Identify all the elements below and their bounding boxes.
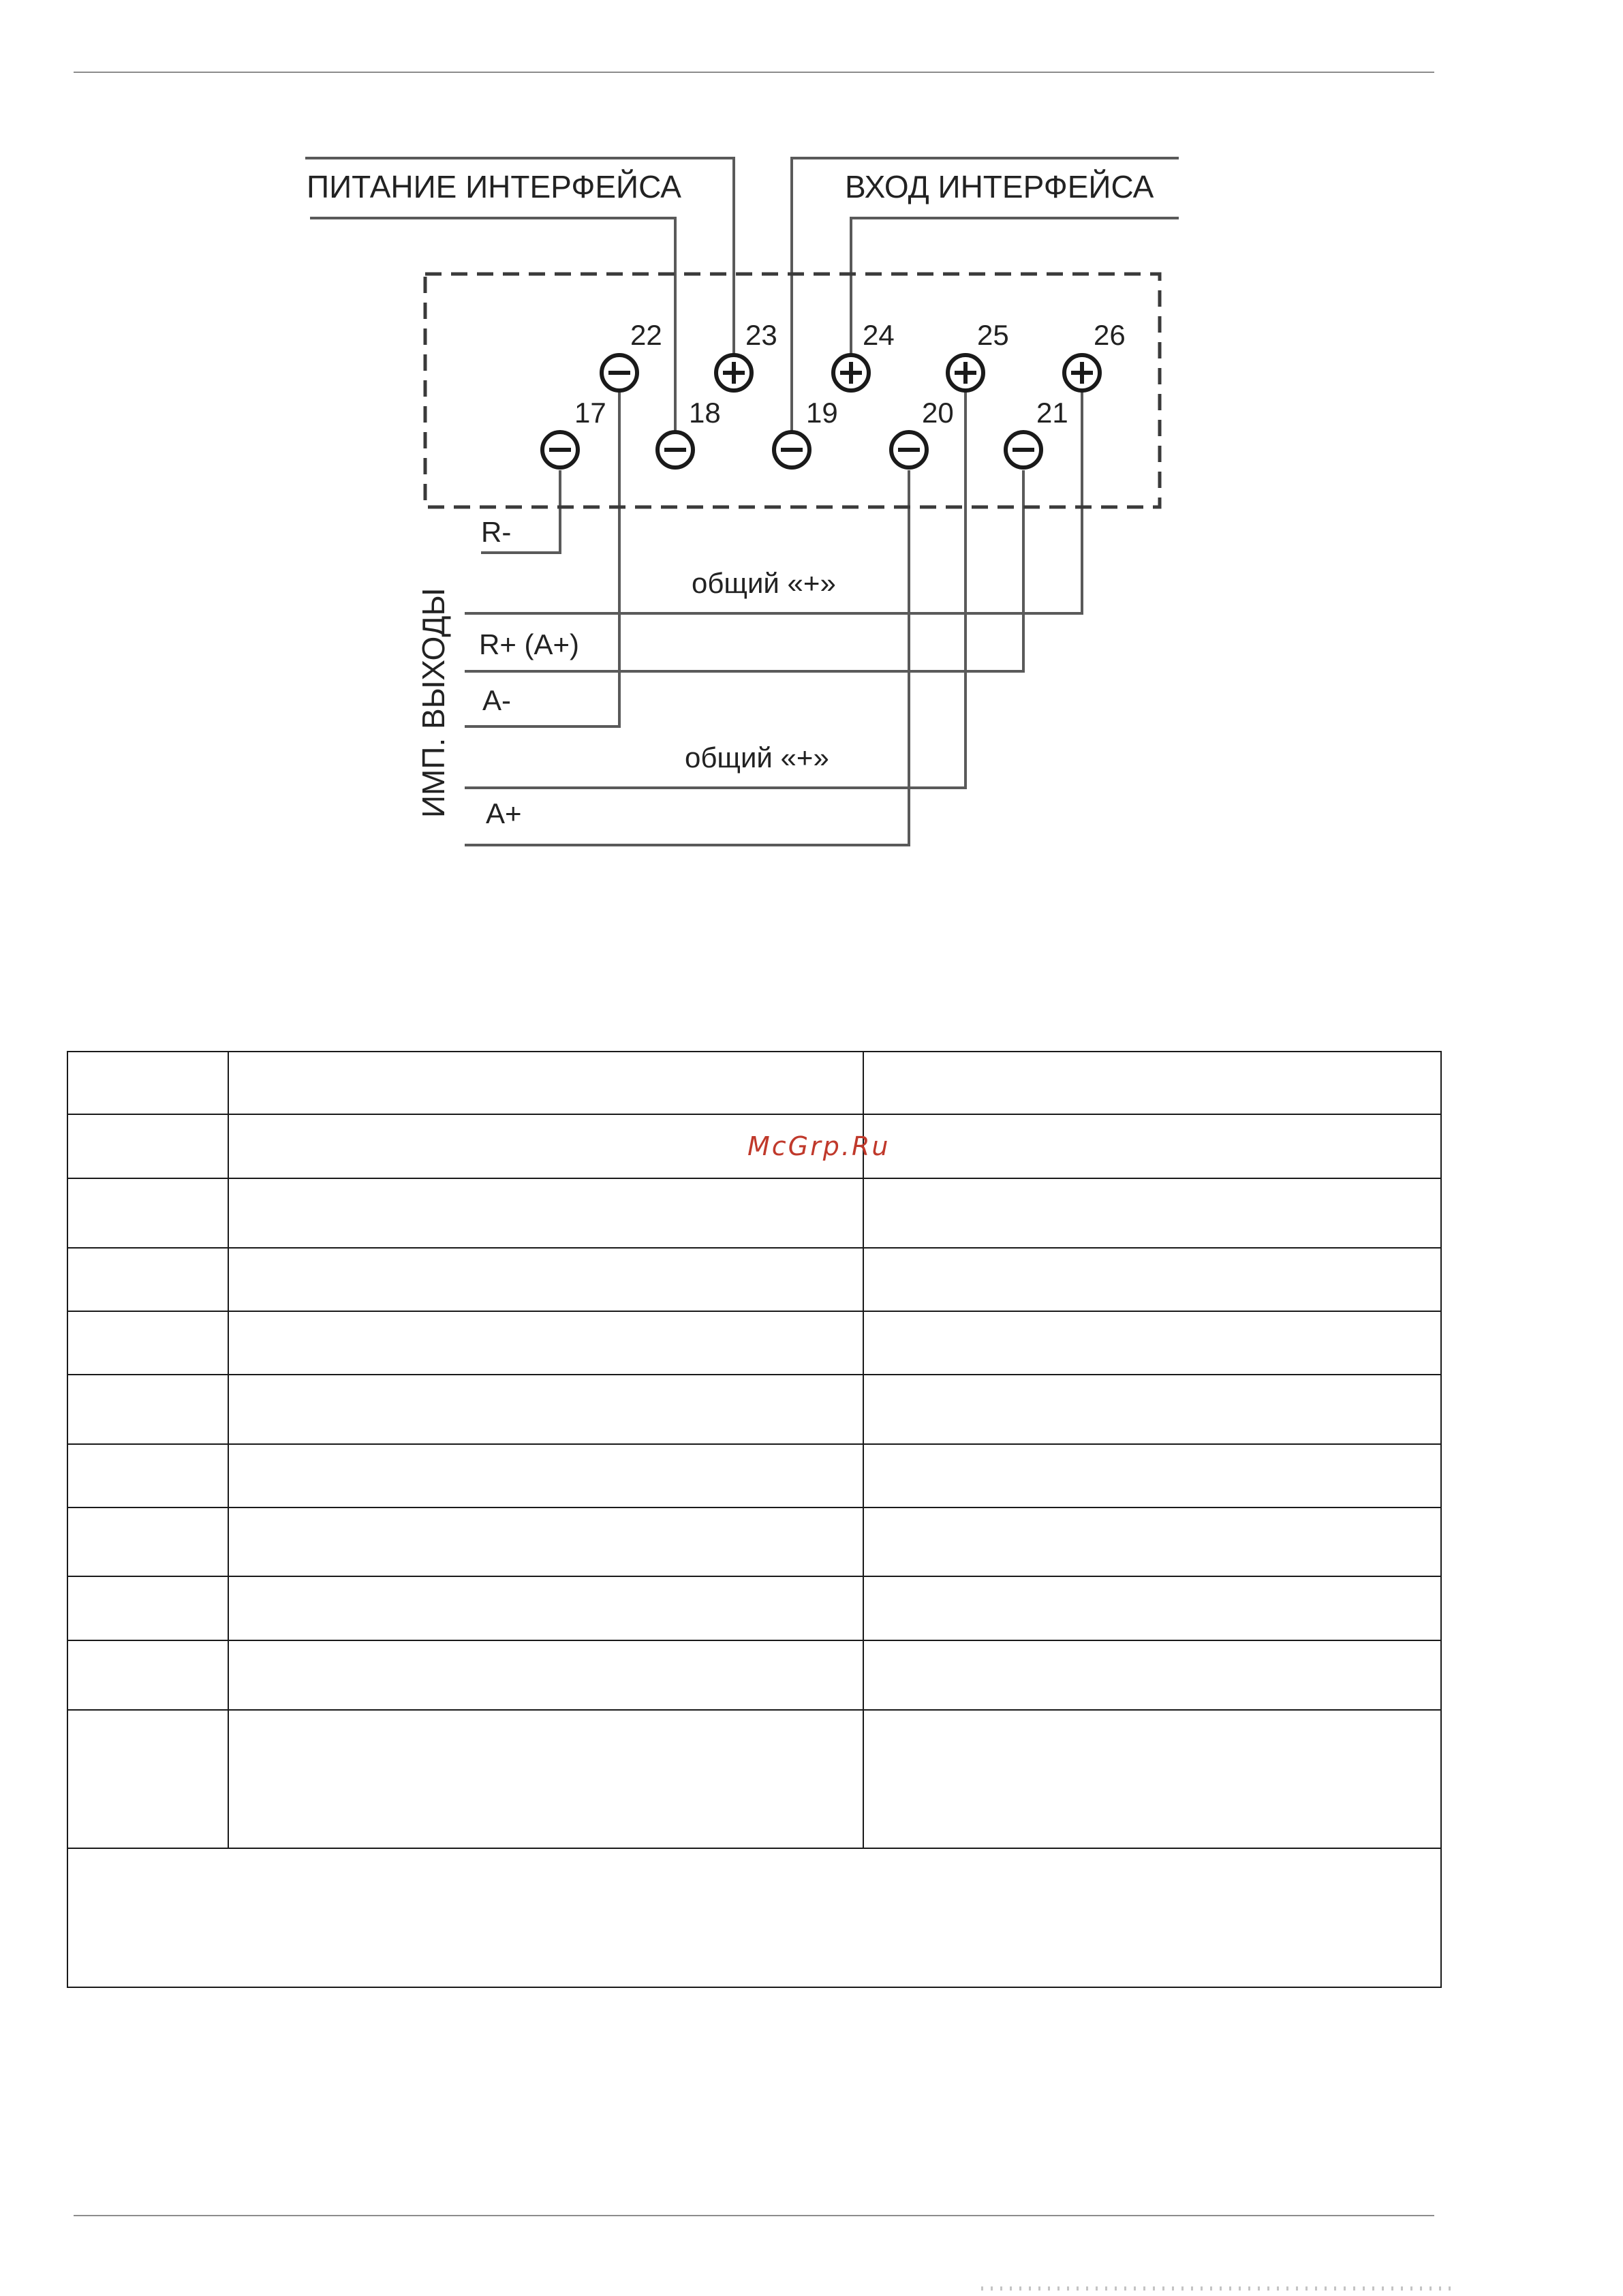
table-cell	[67, 1710, 228, 1848]
terminal-23-label: 23	[745, 319, 777, 351]
terminal-20-label: 20	[922, 397, 954, 429]
table-cell	[863, 1710, 1441, 1848]
terminal-19-label: 19	[806, 397, 838, 429]
terminal-21-label: 21	[1036, 397, 1068, 429]
table-cell	[67, 1248, 228, 1311]
table-row	[67, 1640, 1441, 1710]
table-cell	[863, 1311, 1441, 1375]
output-r-plus-label: R+ (А+)	[479, 628, 580, 660]
table-cell	[67, 1507, 228, 1576]
terminal-17-label: 17	[574, 397, 606, 429]
table-cell	[863, 1248, 1441, 1311]
table-cell	[228, 1576, 863, 1640]
table-cell	[67, 1114, 228, 1178]
table-cell	[863, 1640, 1441, 1710]
table-cell	[228, 1311, 863, 1375]
table-cell	[67, 1052, 228, 1114]
terminal-25-plus-icon	[948, 355, 983, 391]
terminal-26-label: 26	[1094, 319, 1126, 351]
table-cell	[228, 1375, 863, 1444]
table-row	[67, 1311, 1441, 1375]
table-cell	[863, 1178, 1441, 1248]
table-cell	[228, 1710, 863, 1848]
table-cell	[228, 1444, 863, 1507]
table-cell	[228, 1640, 863, 1710]
output-a-plus-label: А+	[486, 797, 522, 829]
table-row	[67, 1576, 1441, 1640]
terminal-18-minus-icon	[658, 432, 693, 468]
terminal-18-label: 18	[689, 397, 721, 429]
table-row	[67, 1507, 1441, 1576]
terminal-20-minus-icon	[891, 432, 927, 468]
terminal-21-minus-icon	[1006, 432, 1041, 468]
wire-interface-input-plus	[851, 218, 1179, 371]
table-cell	[67, 1576, 228, 1640]
table-cell	[228, 1248, 863, 1311]
terminal-24-label: 24	[863, 319, 895, 351]
table-cell	[863, 1052, 1441, 1114]
table-row	[67, 1375, 1441, 1444]
output-common-plus-2-label: общий «+»	[685, 741, 829, 774]
terminal-24-plus-icon	[833, 355, 869, 391]
output-common-plus-1-label: общий «+»	[692, 567, 836, 599]
terminal-17-minus-icon	[542, 432, 578, 468]
table-row	[67, 1444, 1441, 1507]
interface-input-label: ВХОД ИНТЕРФЕЙСА	[845, 169, 1154, 204]
table-row	[67, 1710, 1441, 1848]
page-edge-marks	[981, 2286, 1458, 2291]
table-cell	[67, 1375, 228, 1444]
table-row	[67, 1248, 1441, 1311]
pulse-outputs-label: ИМП. ВЫХОДЫ	[416, 587, 451, 818]
table-cell	[228, 1178, 863, 1248]
watermark: McGrp.Ru	[747, 1131, 891, 1161]
table-cell	[863, 1375, 1441, 1444]
terminal-23-plus-icon	[716, 355, 752, 391]
interface-power-label: ПИТАНИЕ ИНТЕРФЕЙСА	[307, 169, 681, 204]
terminal-25-label: 25	[977, 319, 1009, 351]
table-cell	[67, 1178, 228, 1248]
table-cell	[228, 1052, 863, 1114]
output-r-minus-label: R-	[481, 516, 512, 548]
table-row	[67, 1052, 1441, 1114]
output-a-minus-label: А-	[482, 684, 511, 716]
terminal-22-minus-icon	[602, 355, 637, 391]
table-cell	[863, 1114, 1441, 1178]
table-row	[67, 1848, 1441, 1987]
table-cell	[67, 1311, 228, 1375]
table-cell	[228, 1507, 863, 1576]
blank-table	[67, 1051, 1442, 1988]
table-cell	[67, 1444, 228, 1507]
table-cell	[863, 1507, 1441, 1576]
table-cell	[67, 1640, 228, 1710]
wire-a-minus	[465, 390, 619, 726]
terminal-22-label: 22	[630, 319, 662, 351]
terminal-26-plus-icon	[1064, 355, 1100, 391]
wiring-diagram	[0, 0, 1623, 954]
table-cell	[863, 1576, 1441, 1640]
terminal-19-minus-icon	[774, 432, 809, 468]
table-cell	[863, 1444, 1441, 1507]
table-row	[67, 1178, 1441, 1248]
bottom-rule	[74, 2215, 1434, 2216]
table-footer-cell	[67, 1848, 1441, 1987]
